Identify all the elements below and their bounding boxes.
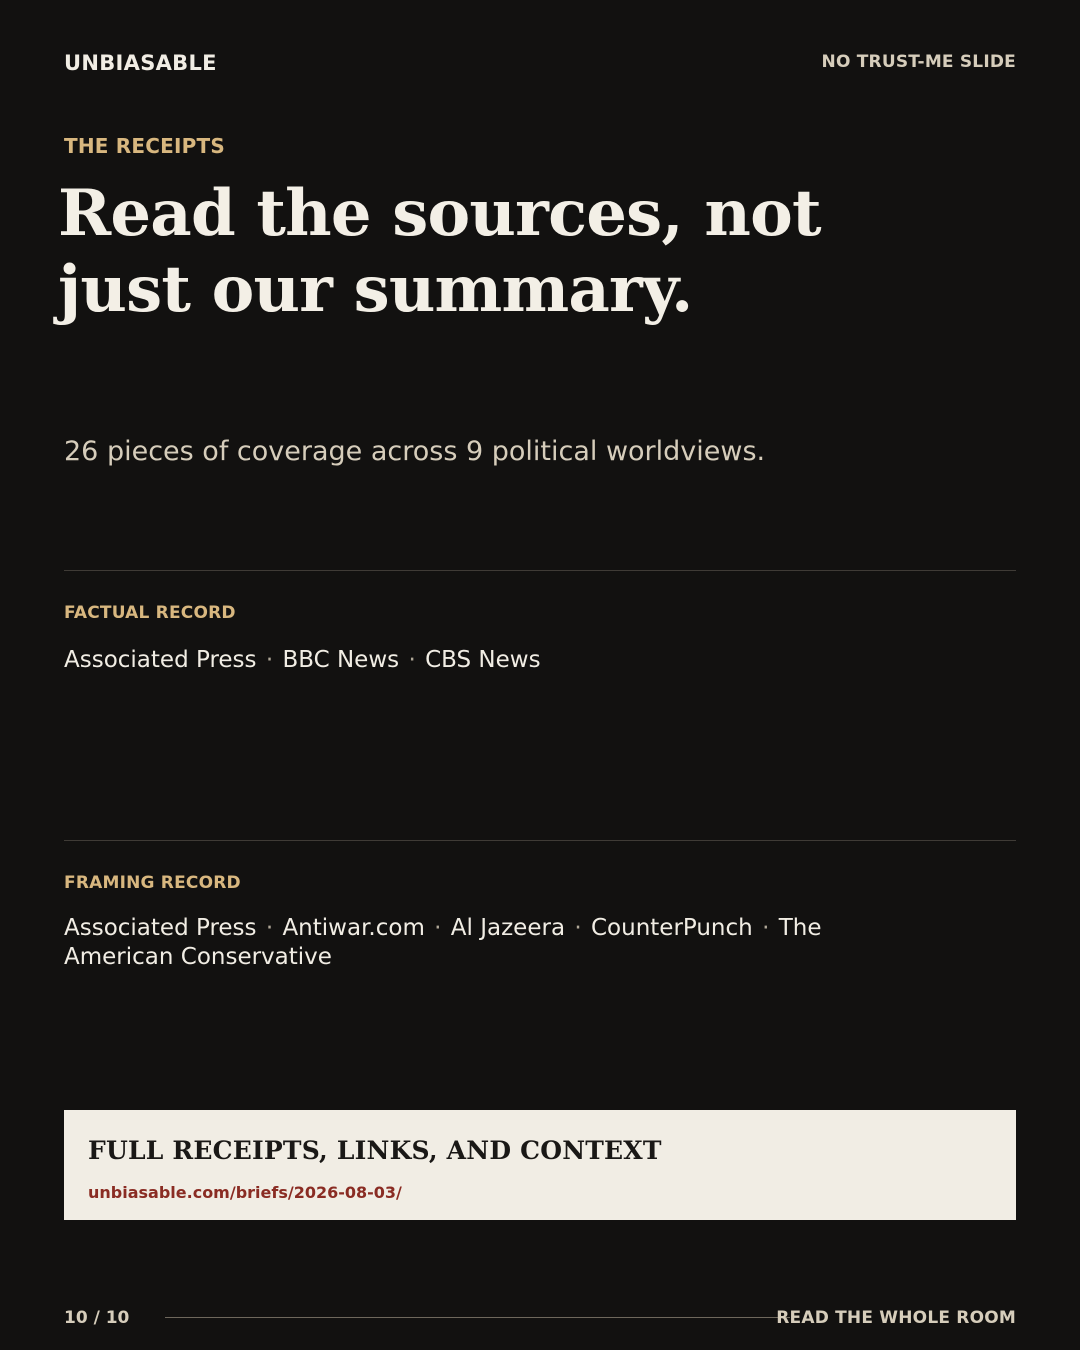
divider [64,840,1016,841]
framing-record-label: FRAMING RECORD [64,873,241,893]
source-name: Associated Press [64,647,257,673]
footer-divider [165,1317,790,1318]
source-name: The American Conservative [64,915,822,970]
list-separator: · [265,915,274,941]
divider [64,570,1016,571]
list-separator: · [574,915,582,941]
source-name: Associated Press [64,915,257,941]
page-title-line-1: Read the sources, not [58,176,821,251]
source-name: Al Jazeera [450,915,566,941]
factual-record-sources [64,646,924,675]
list-separator: · [408,647,416,673]
page-title-line-2: just our summary. [58,252,693,327]
brand-logo: UNBIASABLE [64,51,217,75]
section-kicker: THE RECEIPTS [64,134,225,158]
list-separator: · [265,647,274,673]
page-indicator: 10 / 10 [64,1308,130,1328]
factual-record-label: FACTUAL RECORD [64,603,236,623]
slide-tag: NO TRUST-ME SLIDE [821,52,1016,72]
list-separator: · [762,915,770,941]
framing-record-sources [64,914,924,972]
source-name: BBC News [282,647,400,673]
receipts-link[interactable]: unbiasable.com/briefs/2026-08-03/ [88,1183,402,1202]
source-name: CBS News [425,647,541,673]
source-name: CounterPunch [590,915,753,941]
footer-tagline: READ THE WHOLE ROOM [776,1308,1016,1328]
source-name: Antiwar.com [282,915,425,941]
coverage-summary: 26 pieces of coverage across 9 political worldviews. [64,436,766,467]
receipts-card-title: FULL RECEIPTS, LINKS, AND CONTEXT [88,1136,662,1165]
list-separator: · [434,915,442,941]
page-title [58,176,958,328]
receipts-card [64,1110,1016,1220]
